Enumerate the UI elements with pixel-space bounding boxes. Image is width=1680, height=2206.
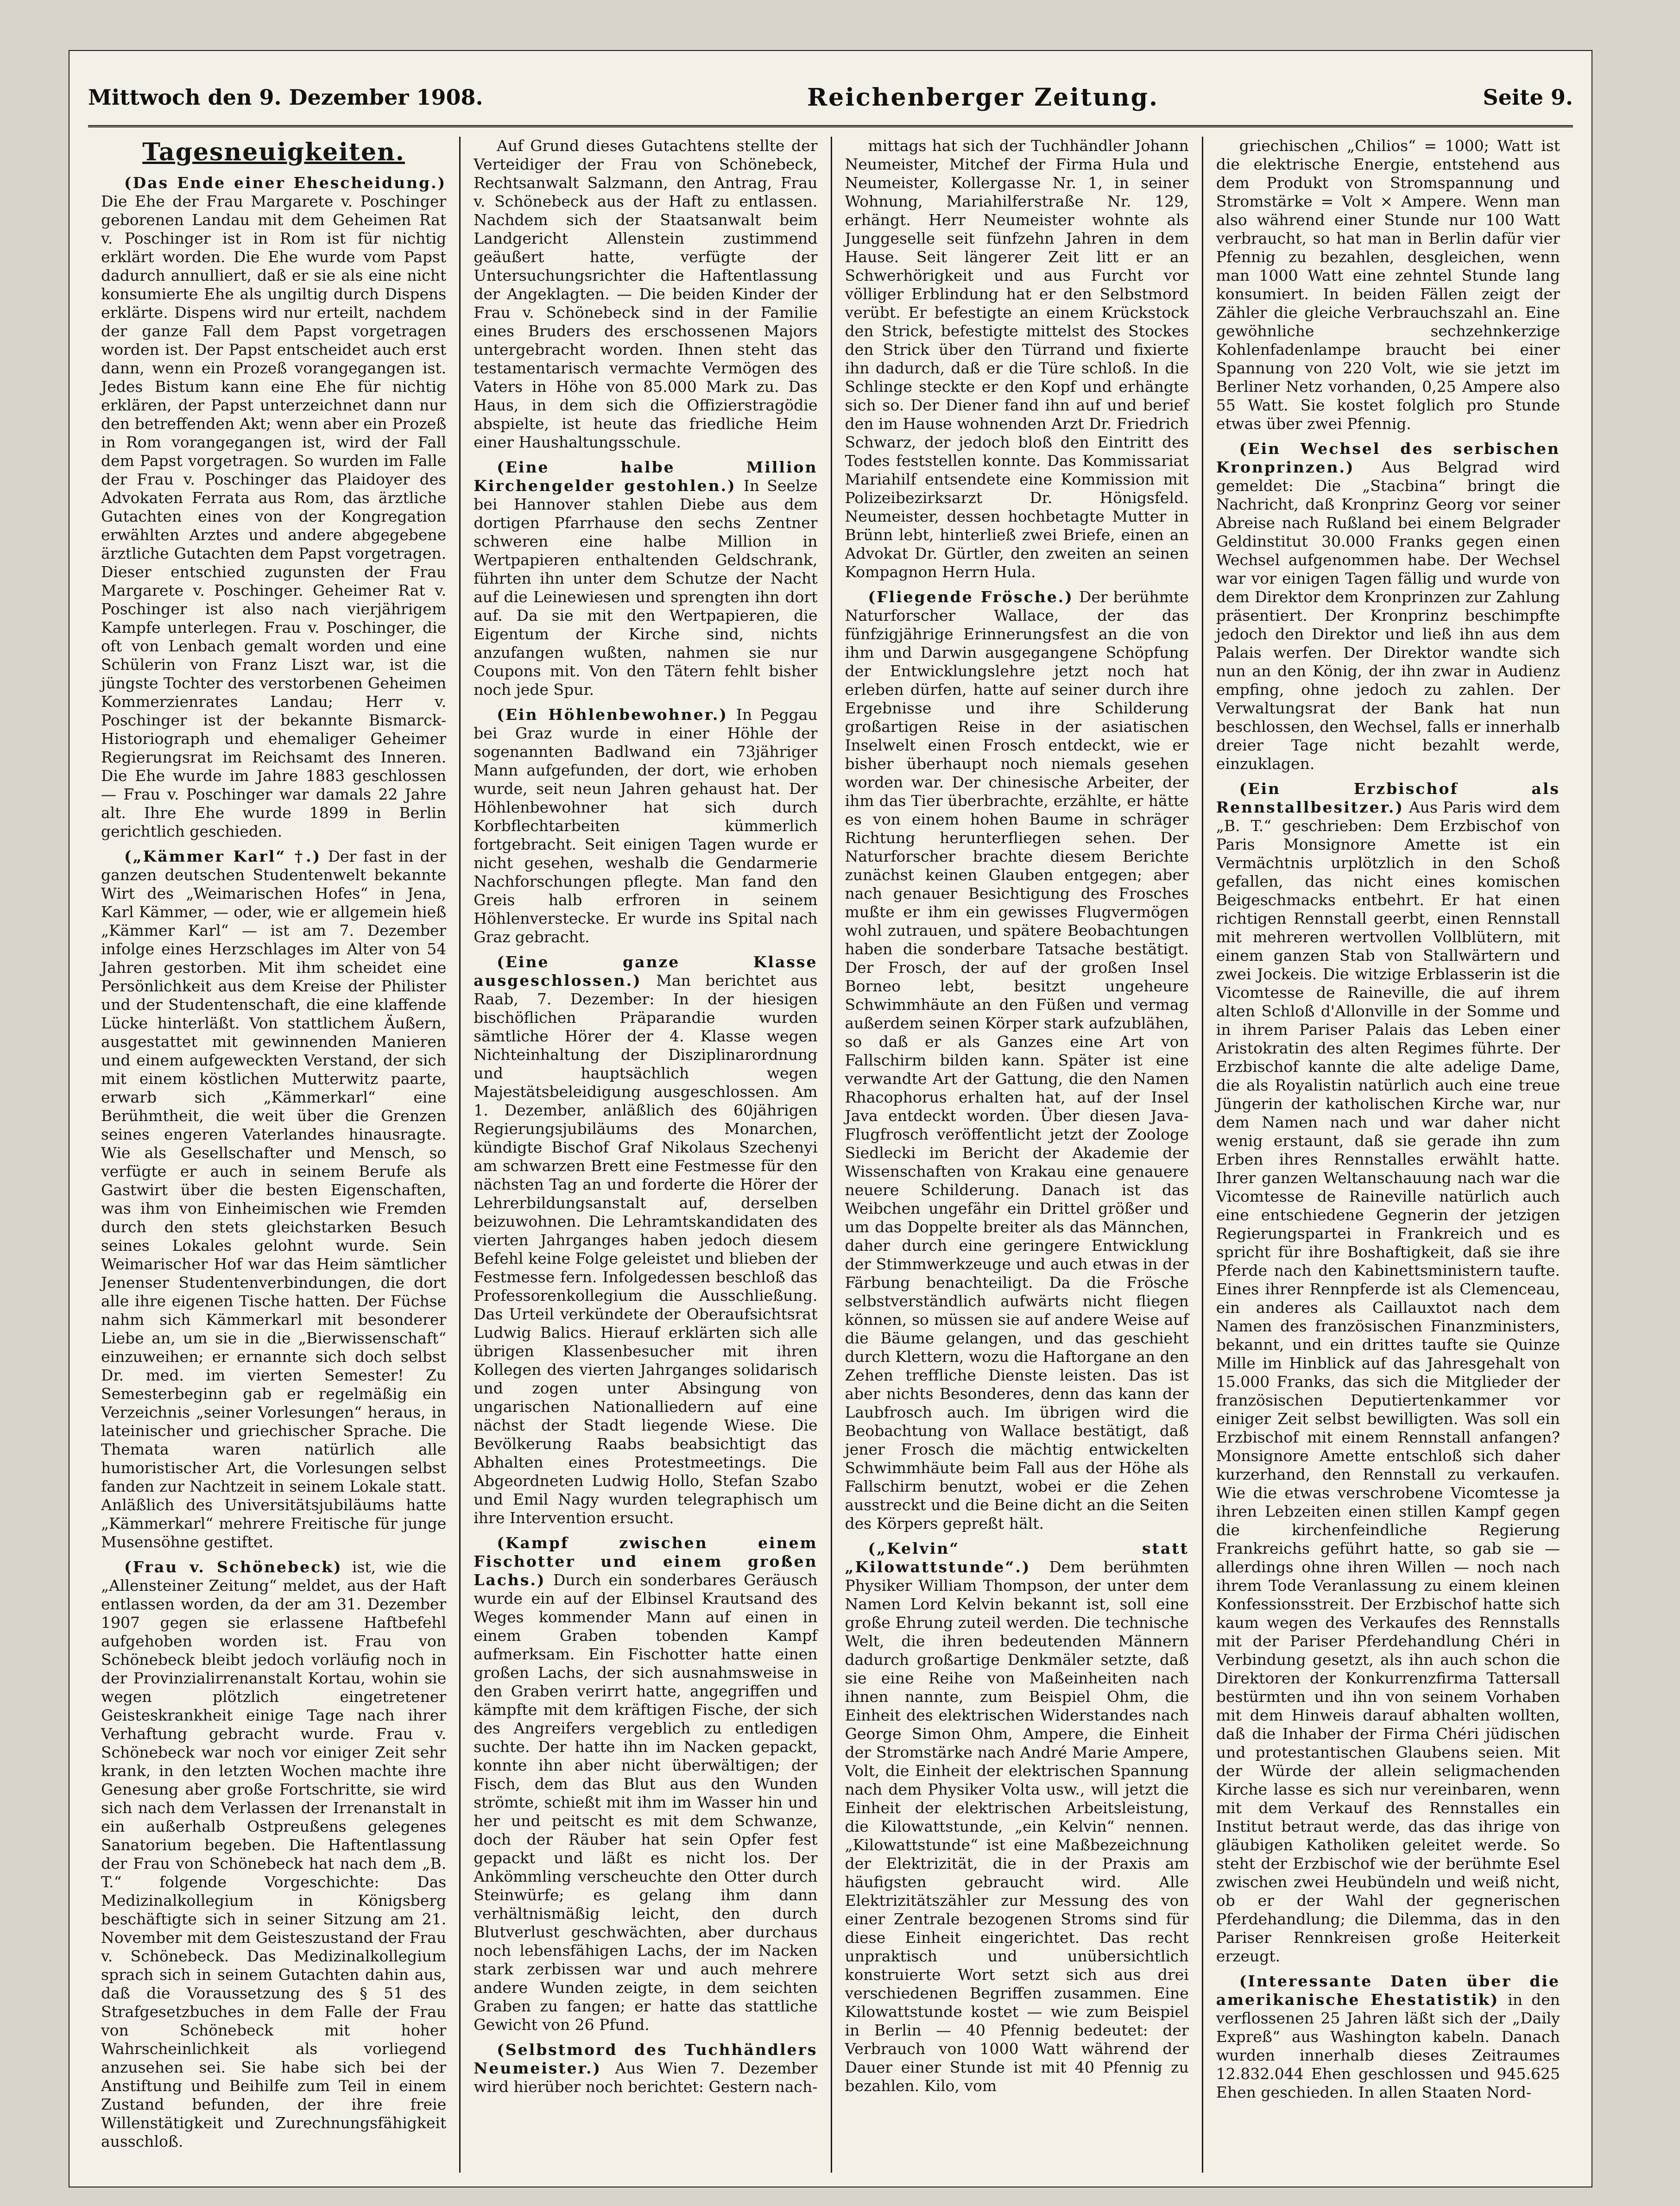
article-heading: (Frau v. Schönebeck)	[124, 1558, 342, 1576]
article-body: In Peggau bei Graz wurde in einer Höhle der sogenannten Badlwand ein 73jähriger Mann aufgefunden, der dort, wie erhoben wurde, seit neun Jahren gehaust hat. Der Höhlenbewohner hat sich durch Korbflechtarbeiten kümmerlich fortgebracht. Seit einigen Tagen wurde er nicht gesehen, weshalb die Gendarmerie Nachforschungen pflegte. Man fand den Greis halb erfroren in seinem Höhlenverstecke. Er wurde ins Spital nach Graz gebracht.	[474, 706, 818, 946]
article-body: Aus Wien 7. Dezember wird hierüber noch berichtet: Gestern nach-	[474, 2059, 818, 2096]
column-1	[88, 137, 459, 2173]
article-klasse	[474, 953, 817, 1527]
article-erzbischof	[1216, 780, 1560, 1966]
article-body: Der berühmte Naturforscher Wallace, der das fünfzigjährige Erinnerungsfest an die von ihm und Darwin ausgegangene Schöpfung der Entwicklungslehre jetzt noch hat erleben dürfen, hatte auf seiner durch ihre Ergebnisse und ihre Schilderung großartigen Reise in der asiatischen Inselwelt einen Frosch entdeckt, wie er bisher überhaupt noch niemals gesehen worden war. Der chinesische Arbeiter, der ihm das Tier überbrachte, erzählte, er hätte es von einem hohen Baume in schräger Richtung herunterfliegen sehen. Der Naturforscher brachte diesem Berichte zunächst keinen Glauben entgegen; aber nach genauer Besichtigung des Frosches mußte er ihm ein gewisses Flugvermögen wohl zutrauen, und spätere Beobachtungen haben die sonderbare Tatsache bestätigt. Der Frosch, der auf der großen Insel Borneo lebt, besitzt ungeheure Schwimmhäute an den Füßen und vermag außerdem seinen Körper stark aufzublähen, so daß er als Ganzes eine Art von Fallschirm bilden kann. Später ist eine verwandte Art der Gattung, die den Namen Rhacophorus erhalten hat, auf der Insel Java entdeckt worden. Über diesen Java-Flugfrosch veröffentlicht jetzt der Zoologe Siedlecki im Bericht der Akademie der Wissenschaften von Krakau eine genauere neuere Schilderung. Danach ist das Weibchen ungefähr ein Drittel größer und um das Doppelte breiter als das Männchen, daher durch eine geringere Entwicklung der Stimmwerkzeuge und auch etwas in der Färbung benachteiligt. Da die Frösche selbstverständlich aufwärts nicht fliegen können, so müssen sie auf andere Weise auf die Bäume gelangen, und das geschieht durch Klettern, wozu die Haftorgane an den Zehen treffliche Dienste leisten. Das ist aber nichts Besonderes, denn das kann der Laubfrosch auch. Im übrigen wird die Beobachtung von Wallace bestätigt, daß jener Frosch die mächtig entwickelten Schwimmhäute beim Fall aus der Höhe als Fallschirm benutzt, wobei er die Zehen ausstreckt und die Beine dicht an die Seiten des Körpers gepreßt hält.	[845, 588, 1189, 1532]
article-body: Der fast in der ganzen deutschen Studentenwelt bekannte Wirt des „Weimarischen Hofes“ in Jena, Karl Kämmer, — oder, wie er allgemein hieß „Kämmer Karl“ — ist am 7. Dezember infolge eines Herzschlages im Alter von 54 Jahren gestorben. Mit ihm scheidet eine Persönlichkeit aus dem Kreise der Philister und der Studentenschaft, die eine klaffende Lücke hinterläßt. Von stattlichem Äußern, ausgestattet mit gewinnenden Manieren und einem aufgeweckten Verstand, der sich mit einem köstlichen Mutterwitz paarte, erwarb sich „Kämmerkarl“ eine Berühmtheit, die weit über die Grenzen seines engeren Vaterlandes hinausragte. Wie als Gesellschafter und Mensch, so verfügte er auch in seinem Berufe als Gastwirt über die besten Eigenschaften, was ihm von Einheimischen wie Fremden durch den stets gleichstarken Besuch seines Lokales gelohnt wurde. Sein Weimarischer Hof war das Heim sämtlicher Jenenser Studentenverbindungen, die dort alle ihre eigenen Tische hatten. Der Füchse nahm sich Kämmerkarl mit besonderer Liebe an, um sie in die „Bierwissenschaft“ einzuweihen; er ernannte sich doch selbst Dr. med. im vierten Semester! Zu Semesterbeginn gab er regelmäßig ein Verzeichnis „seiner Vorlesungen“ heraus, in lateinischer und griechischer Sprache. Die Themata waren natürlich alle humoristischer Art, die Vorlesungen selbst fanden zur Nachtzeit in seinem Lokale statt. Anläßlich des Universitätsjubiläums hatte „Kämmerkarl“ mehrere Freitische für junge Musensöhne gestiftet.	[101, 847, 447, 1551]
article-heading: (Das Ende einer Ehescheidung.)	[124, 174, 447, 192]
article-heading: (Eine halbe Million Kirchengelder gestohlen.)	[474, 458, 818, 495]
article-kirchengelder	[474, 458, 817, 699]
article-heading: („Kämmer Karl“ †.)	[124, 847, 322, 865]
page-number: Seite 9.	[1483, 85, 1573, 110]
article-poschinger	[101, 174, 446, 841]
article-kelvin	[845, 1539, 1189, 2095]
article-froesche	[845, 588, 1189, 1533]
article-heading: (Selbstmord des Tuchhändlers Neumeister.)	[474, 2041, 818, 2077]
masthead: Reichenberger Zeitung.	[807, 83, 1159, 112]
article-continuation	[1216, 137, 1560, 433]
article-body: Man berichtet aus Raab, 7. Dezember: In der hiesigen bischöflichen Präparandie wurden sämtliche Hörer der 4. Klasse wegen Nichteinhaltung der Disziplinarordnung und hauptsächlich wegen Majestätsbeleidigung ausgeschlossen. Am 1. Dezember, anläßlich des 60jährigen Regierungsjubiläums des Monarchen, kündigte Bischof Graf Nikolaus Szechenyi am schwarzen Brett eine Festmesse für den nächsten Tag an und forderte die Hörer der Lehrerbildungsanstalt auf, derselben beizuwohnen. Die Lehramtskandidaten des vierten Jahrganges haben jedoch diesem Befehl keine Folge geleistet und blieben der Festmesse fern. Infolgedessen beschloß das Professorenkollegium die Ausschließung. Das Urteil verkündete der Oberaufsichtsrat Ludwig Balics. Hierauf erklärten sich alle übrigen Klassenbesucher mit ihren Kollegen des vierten Jahrganges solidarisch und zogen unter Absingung von ungarischen Nationalliedern auf eine nächst der Stadt liegende Wiese. Die Bevölkerung Raabs beabsichtigt das Abhalten eines Protestmeetings. Die Abgeordneten Ludwig Hollo, Stefan Szabo und Emil Nagy wurden telegraphisch um ihre Intervention ersucht.	[474, 971, 818, 1527]
column-3	[831, 137, 1202, 2173]
article-heading: (Eine ganze Klasse ausgeschlossen.)	[474, 953, 818, 990]
article-body: Durch ein sonderbares Geräusch wurde ein auf der Elbinsel Krautsand des Weges kommender Mann auf einen in einem Graben tobenden Kampf aufmerksam. Ein Fischotter hatte einen großen Lachs, der sich ausnahmsweise in den Graben verirrt hatte, angegriffen und kämpfte mit dem kräftigen Fische, der sich des Angreifers vergeblich zu entledigen suchte. Der hatte ihn im Nacken gepackt, konnte ihn aber nicht überwältigen; der Fisch, dem das Blut aus den Wunden strömte, schießt mit ihm im Wasser hin und her und peitscht es mit dem Schwanze, doch der Räuber hat sein Opfer fest gepackt und läßt es nicht los. Der Ankömmling verscheuchte den Otter durch Steinwürfe; es gelang ihm dann verhältnismäßig leicht, den durch Blutverlust geschwächten, aber durchaus noch lebensfähigen Lachs, der im Nacken stark zerbissen war und auch mehrere andere Wunden zeigte, in dem seichten Graben zu fangen; er hatte das stattliche Gewicht von 26 Pfund.	[474, 1571, 818, 2034]
article-kronprinz	[1216, 440, 1560, 773]
page-header	[88, 69, 1573, 127]
article-body: Auf Grund dieses Gutachtens stellte der Verteidiger der Frau von Schönebeck, Rechtsanwalt Salzmann, den Antrag, Frau v. Schönebeck aus der Haft zu entlassen. Nachdem sich der Staatsanwalt beim Landgericht Allenstein zustimmend geäußert hatte, verfügte der Untersuchungsrichter die Haftentlassung der Angeklagten. — Die beiden Kinder der Frau v. Schönebeck sind in der Familie eines Bruders des erschossenen Majors untergebracht worden. Ihnen steht das testamentarisch vermachte Vermögen des Vaters in Höhe von 85.000 Mark zu. Das Haus, in dem sich die Offizierstragödie abspielte, ist heute das friedliche Heim einer Haushaltungsschule.	[474, 137, 818, 451]
article-body: ist, wie die „Allensteiner Zeitung“ meldet, aus der Haft entlassen worden, da der am 31. Dezember 1907 gegen sie erlassene Haftbefehl aufgehoben worden ist. Frau von Schönebeck bleibt jedoch vorläufig noch in der Provinzialirrenanstalt Kortau, wohin sie wegen plötzlich eingetretener Geisteskrankheit einige Tage nach ihrer Verhaftung gebracht wurde. Frau v. Schönebeck war noch vor einiger Zeit sehr krank, in den letzten Wochen machte ihre Genesung aber große Fortschritte, sie wird sich nach dem Verlassen der Irrenanstalt in ein außerhalb Ostpreußens gelegenes Sanatorium begeben. Die Haftentlassung der Frau von Schönebeck hat nach dem „B. T.“ folgende Vorgeschichte: Das Medizinalkollegium in Königsberg beschäftigte sich in seiner Sitzung am 21. November mit dem Geisteszustand der Frau v. Schönebeck. Das Medizinalkollegium sprach sich in seinem Gutachten dahin aus, daß die Voraussetzung des § 51 des Strafgesetzbuches in dem Falle der Frau von Schönebeck mit hoher Wahrscheinlichkeit als vorliegend anzusehen sei. Sie habe sich bei der Anstiftung und Beihilfe zum Teil in einem Zustand befunden, der ihre freie Willenstätigkeit und Zurechnungsfähigkeit ausschloß.	[101, 1558, 447, 2150]
article-heading: (Ein Erzbischof als Rennstallbesitzer.)	[1216, 780, 1560, 816]
article-neumeister	[474, 2041, 817, 2096]
article-body: in den verflossenen 25 Jahren läßt sich der „Daily Expreß“ aus Washington kabeln. Danach wurden innerhalb dieses Zeitraumes 12.832.044 Ehen geschlossen und 945.625 Ehen geschieden. In allen Staaten Nord-	[1216, 1991, 1560, 2101]
article-body: Die Ehe der Frau Margarete v. Poschinger geborenen Landau mit dem Geheimen Rat v. Poschinger ist in Rom ist für nichtig erklärt worden. Die Ehe wurde vom Papst dadurch annulliert, daß er sie als eine nicht konsumierte Ehe als ungiltig durch Dispens erklärte. Dispens wird nur erteilt, nachdem der ganze Fall dem Papst vorgetragen worden ist. Der Papst entscheidet auch erst dann, wenn ein Prozeß vorangegangen ist. Jedes Bistum kann eine Ehe für nichtig erklären, der Papst unterzeichnet dann nur den betreffenden Akt; wenn aber ein Prozeß in Rom vorangegangen ist, wird der Fall dem Papst vorgetragen. So wurden im Falle der Frau v. Poschinger das Plaidoyer des Advokaten Ferrata aus Rom, das ärztliche Gutachten eines von der Kongregation erwählten Arztes und andere abgegebene ärztliche Gutachten dem Papst vorgetragen. Dieser entschied zugunsten der Frau Margarete v. Poschinger. Geheimer Rat v. Poschinger ist also nach vierjährigem Kampfe unterlegen. Frau v. Poschinger, die oft von Lenbach gemalt worden und eine Schülerin von Franz Liszt war, ist die jüngste Tochter des verstorbenen Geheimen Kommerzienrates Landau; Herr v. Poschinger ist der bekannte Bismarck-Historiograph und ehemaliger Geheimer Regierungsrat im Reichsamt des Inneren. Die Ehe wurde im Jahre 1883 geschlossen — Frau v. Poschinger war damals 22 Jahre alt. Ihre Ehe wurde 1899 in Berlin gerichtlich geschieden.	[101, 192, 447, 840]
article-heading: (Interessante Daten über die amerikanische Ehestatistik)	[1216, 1972, 1560, 2009]
article-body: Dem berühmten Physiker William Thompson, der unter dem Namen Lord Kelvin bekannt ist, soll eine große Ehrung zuteil werden. Die technische Welt, die ihren bedeutenden Männern dadurch großartige Denkmäler setzte, daß sie eine Reihe von Maßeinheiten nach ihnen nannte, zum Beispiel Ohm, die Einheit des elektrischen Widerstandes nach George Simon Ohm, Ampere, die Einheit der Stromstärke nach André Marie Ampere, Volt, die Einheit der elektrischen Spannung nach dem Physiker Volta usw., will jetzt die Einheit der elektrischen Arbeitsleistung, die Kilowattstunde, „ein Kelvin“ nennen. „Kilowattstunde“ ist eine Maßbezeichnung der Elektrizität, die in der Praxis am häufigsten gebraucht wird. Alle Elektrizitätszähler zur Messung des von einer Zentrale bezogenen Stroms sind für diese Einheit eingerichtet. Das recht unpraktisch und unübersichtlich konstruierte Wort setzt sich aus drei verschiedenen Begriffen zusammen. Eine Kilowattstunde kostet — wie zum Beispiel in Berlin — 40 Pfennig bedeutet: der Verbrauch von 1000 Watt während der Dauer einer Stunde ist mit 40 Pfennig zu bezahlen. Kilo, vom	[845, 1558, 1189, 2095]
article-heading: (Kampf zwischen einem Fischotter und einem großen Lachs.)	[474, 1534, 818, 1589]
newspaper-page	[69, 51, 1592, 2187]
issue-date: Mittwoch den 9. Dezember 1908.	[88, 85, 483, 110]
article-body: mittags hat sich der Tuchhändler Johann Neumeister, Mitchef der Firma Hula und Neumeister, Kollergasse Nr. 1, in seiner Wohnung, Mariahilferstraße Nr. 129, erhängt. Herr Neumeister wohnte als Junggeselle seit fünfzehn Jahren in dem Hause. Seit längerer Zeit litt er an Schwerhörigkeit und aus Furcht vor völliger Erblindung hat er den Selbstmord verübt. Er befestigte an einem Krückstock den Strick, befestigte mittelst des Stockes den Strick über den Türrand und fixierte ihn dadurch, daß er die Türe schloß. In die Schlinge steckte er den Kopf und erhängte sich so. Der Diener fand ihn auf und berief den im Hause wohnenden Arzt Dr. Friedrich Schwarz, der jedoch bloß den Eintritt des Todes feststellen konnte. Das Kommissariat Mariahilf entsendete eine Kommission mit Polizeibezirksarzt Dr. Hönigsfeld. Neumeister, dessen hochbetagte Mutter in Brünn lebt, hinterließ zwei Briefe, einen an Advokat Dr. Gürtler, den zweiten an seinen Kompagnon Herrn Hula.	[845, 137, 1189, 581]
article-body: Aus Belgrad wird gemeldet: Die „Stacbina“ bringt die Nachricht, daß Kronprinz Georg vor seiner Abreise nach Rußland bei einem Belgrader Geldinstitut 30.000 Franks gegen einen Wechsel aufgenommen habe. Der Wechsel war vor einigen Tagen fällig und wurde von dem Direktor dem Kronprinzen zur Zahlung präsentiert. Der Kronprinz beschimpfte jedoch den Direktor und ließ ihn aus dem Palais werfen. Der Direktor wandte sich nun an den König, der ihn zwar in Audienz empfing, ohne jedoch zu zahlen. Der Verwaltungsrat der Bank hat nun beschlossen, den Wechsel, falls er innerhalb dreier Tage nicht bezahlt werde, einzuklagen.	[1216, 458, 1560, 773]
article-body: Aus Paris wird dem „B. T.“ geschrieben: Dem Erzbischof von Paris Monsignore Amette ist ein Vermächtnis urplötzlich in den Schoß gefallen, das nicht eines komischen Beigeschmacks entbehrt. Er hat einen richtigen Rennstall geerbt, einen Rennstall mit mehreren wertvollen Vollblütern, mit einem ganzen Stab von Stallwärtern und zwei Jockeis. Die witzige Erblasserin ist die Vicomtesse de Raineville, die auf ihrem alten Schloß d'Allonville in der Somme und in ihrem Pariser Palais das Leben einer Aristokratin des alten Regimes führte. Der Erzbischof kannte die alte adelige Dame, die als Royalistin natürlich auch eine treue Jüngerin der katholischen Kirche war, nur dem Namen nach und war daher nicht wenig erstaunt, daß sie gerade ihn zum Erben ihres Rennstalles erwählt hatte. Ihrer ganzen Weltanschauung nach war die Vicomtesse de Raineville natürlich auch eine entschiedene Gegnerin der jetzigen Regierungspartei in Frankreich und es spricht für ihre Boshaftigkeit, daß sie ihre Pferde nach den Kabinettsministern taufte. Eines ihrer Rennpferde ist als Clemenceau, ein anderes als Caillauxtot nach dem Namen des französischen Finanzministers, bekannt, und ein drittes taufte sie Quinze Mille im Hinblick auf das Jahresgehalt von 15.000 Franks, das sich die Mitglieder der französischen Deputiertenkammer vor einiger Zeit selbst bewilligten. Was soll ein Erzbischof mit einem Rennstall anfangen? Monsignore Amette entschloß sich daher kurzerhand, den Rennstall zu verkaufen. Wie die etwas verschrobene Vicomtesse ja ihren Lebzeiten einen stillen Kampf gegen die kirchenfeindliche Regierung Frankreichs geführt hatte, so gab sie — allerdings ohne ihren Willen — noch nach ihrem Tode Veranlassung zu einem kleinen Konfessionsstreit. Der Erzbischof hatte sich kaum wegen des Verkaufes des Rennstalls mit der Pariser Pferdehandlung Chéri in Verbindung gesetzt, als ihn auch schon die Direktoren der Konkurrenzfirma Tattersall bestürmten und ihn von seinem Vorhaben mit dem Hinweis darauf abhalten wollten, daß die Inhaber der Firma Chéri jüdischen und protestantischen Glaubens seien. Mit der Würde der allein seligmachenden Kirche lasse es sich nur vereinbaren, wenn mit dem Verkauf des Rennstalles ein Institut betraut werde, das das ihrige von gläubigen Katholiken geleitet werde. So steht der Erzbischof wie der berühmte Esel zwischen zwei Heubündeln und weiß nicht, ob er der Wahl der gegnerischen Pferdehandlung; die Dilemma, das in den Pariser Rennkreisen große Heiterkeit erzeugt.	[1216, 798, 1560, 1965]
article-heading: (Ein Wechsel des serbischen Kronprinzen.)	[1216, 440, 1560, 476]
article-heading: (Ein Höhlenbewohner.)	[497, 706, 728, 724]
article-kaemmer-karl	[101, 847, 446, 1551]
article-heading: („Kelvin“ statt „Kilowattstunde“.)	[845, 1539, 1189, 1576]
article-heading: (Fliegende Frösche.)	[868, 588, 1074, 606]
article-body: griechischen „Chilios“ = 1000; Watt ist die elektrische Energie, entstehend aus dem Produkt von Stromspannung und Stromstärke = Volt × Ampere. Wenn man also während einer Stunde nur 100 Watt verbraucht, so hat man in Berlin dafür vier Pfennig zu bezahlen, desgleichen, wenn man 1000 Watt eine zehntel Stunde lang konsumiert. In beiden Fällen zeigt der Zähler die gleiche Verbrauchszahl an. Eine gewöhnliche sechzehnkerzige Kohlenfadenlampe braucht bei einer Spannung von 220 Volt, wie sie jetzt im Berliner Netz vorhanden, 0,25 Ampere also 55 Watt. Sie kostet folglich pro Stunde etwas über zwei Pfennig.	[1216, 137, 1560, 433]
article-continuation	[474, 137, 817, 452]
column-2	[459, 137, 830, 2173]
article-body: In Seelze bei Hannover stahlen Diebe aus dem dortigen Pfarrhause den sechs Zentner schweren eine halbe Million in Wertpapieren enthaltenden Geldschrank, führten ihn unter dem Schutze der Nacht auf die Leinewiesen und sprengten ihn dort auf. Da sie mit den Wertpapieren, die Eigentum der Kirche sind, nichts anzufangen wußten, nahmen sie nur Coupons mit. Von den Tätern fehlt bisher noch jede Spur.	[474, 477, 818, 699]
article-fischotter	[474, 1534, 817, 2034]
article-hoehlenbewohner	[474, 706, 817, 946]
article-schoenebeck	[101, 1558, 446, 2151]
article-ehestatistik	[1216, 1972, 1560, 2102]
article-continuation	[845, 137, 1189, 581]
text-columns	[88, 137, 1573, 2173]
section-title: Tagesneuigkeiten.	[142, 138, 405, 166]
column-4	[1202, 137, 1573, 2173]
